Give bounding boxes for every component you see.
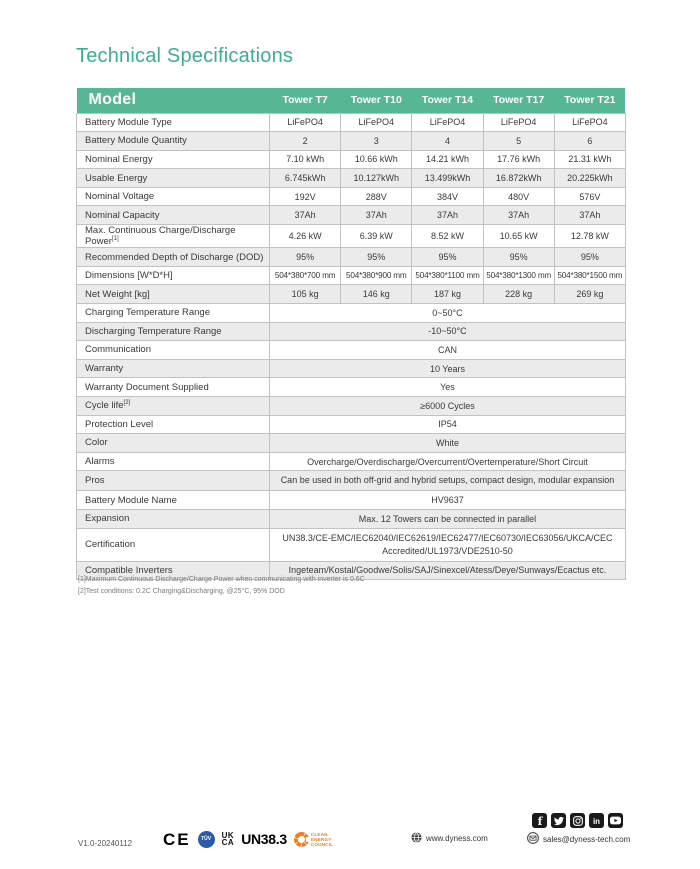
row-label: Compatible Inverters [77,561,270,580]
row-value: 16.872kWh [483,169,554,188]
row-value: 10.127kWh [341,169,412,188]
row-value: -10~50°C [270,322,626,341]
row-label: Recommended Depth of Discharge (DOD) [77,248,270,267]
row-value: Ingeteam/Kostal/Goodwe/Solis/SAJ/Sinexcel/Atess/Deye/Sunways/Ecactus etc. [270,561,626,580]
website-text: www.dyness.com [426,834,488,843]
row-value: ≥6000 Cycles [270,396,626,415]
email-link[interactable] [527,832,630,846]
svg-text:in: in [592,817,601,826]
row-value: White [270,434,626,453]
table-row [77,378,626,397]
row-value: 146 kg [341,285,412,304]
table-row [77,341,626,360]
row-value: 95% [270,248,341,267]
row-value: 504*380*700 mm [270,266,341,285]
footnote-1: [1]Maximum Continuous Discharge/Charge Power when communicating with inverter is 0.6C [78,576,365,583]
un383-mark: UN38.3 [241,831,287,847]
row-label: Color [77,434,270,453]
row-label: Pros [77,471,270,491]
row-value: 4.26 kW [270,225,341,248]
row-value: HV9637 [270,491,626,510]
row-value: 95% [341,248,412,267]
row-value: 37Ah [341,206,412,225]
table-row [77,113,626,132]
row-value: 269 kg [554,285,625,304]
row-value: 576V [554,187,625,206]
twitter-icon[interactable] [551,813,566,828]
row-value: 37Ah [554,206,625,225]
row-value: 504*380*1100 mm [412,266,483,285]
row-label: Nominal Energy [77,150,270,169]
table-row [77,169,626,188]
row-label: Communication [77,341,270,360]
table-row [77,471,626,491]
email-text: sales@dyness-tech.com [543,834,631,844]
row-value: 7.10 kWh [270,150,341,169]
row-value: 480V [483,187,554,206]
page-title: Technical Specifications [76,45,294,67]
table-row [77,434,626,453]
row-label: Battery Module Quantity [77,132,270,151]
row-label: Protection Level [77,415,270,434]
row-value: 2 [270,132,341,151]
row-label: Net Weight [kg] [77,285,270,304]
row-value: LiFePO4 [270,113,341,132]
row-label: Alarms [77,452,270,471]
row-value: 10.66 kWh [341,150,412,169]
facebook-icon[interactable] [532,813,547,828]
row-value: 12.78 kW [554,225,625,248]
model-header: Model [77,88,270,113]
row-value: 95% [554,248,625,267]
table-row [77,396,626,415]
row-label: Dimensions [W*D*H] [77,266,270,285]
row-value: IP54 [270,415,626,434]
ukca-mark-icon: UK CA [221,830,235,847]
svg-text:f: f [537,815,543,828]
row-value: 4 [412,132,483,151]
row-value: Can be used in both off-grid and hybrid setups, compact design, modular expansion [270,471,626,491]
table-row [77,150,626,169]
row-value: UN38.3/CE-EMC/IEC62040/IEC62619/IEC62477/IEC60730/IEC63056/UKCA/CEC Accredited/UL1973/VDE2510-50 [270,528,626,561]
row-label: Battery Module Name [77,491,270,510]
row-value: 0~50°C [270,304,626,323]
table-row [77,225,626,248]
spec-table [76,88,626,580]
table-row [77,132,626,151]
footnote-2: [2]Test conditions: 0.2C Charging&Discharging, @25°C, 95% DOD [78,587,285,595]
row-value: 384V [412,187,483,206]
row-label: Charging Temperature Range [77,304,270,323]
row-value: 228 kg [483,285,554,304]
row-value: 504*380*1500 mm [554,266,625,285]
row-value: 21.31 kWh [554,150,625,169]
instagram-icon[interactable] [570,813,585,828]
row-value: 504*380*1300 mm [483,266,554,285]
row-value: 37Ah [483,206,554,225]
table-row [77,415,626,434]
cec-ring-icon [294,832,309,847]
column-header-t14: Tower T14 [412,88,483,113]
row-value: 14.21 kWh [412,150,483,169]
footnotes [78,574,365,597]
row-value: 187 kg [412,285,483,304]
row-value: 20.225kWh [554,169,625,188]
table-row [77,509,626,528]
row-label: Usable Energy [77,169,270,188]
table-row [77,304,626,323]
row-value: 8.52 kW [412,225,483,248]
table-row [77,187,626,206]
row-label: Nominal Capacity [77,206,270,225]
website-link[interactable] [411,832,488,845]
row-value: 13.499kWh [412,169,483,188]
row-value: LiFePO4 [483,113,554,132]
row-value: 10.65 kW [483,225,554,248]
row-value: 288V [341,187,412,206]
row-label: Expansion [77,509,270,528]
table-row [77,266,626,285]
row-value: 504*380*900 mm [341,266,412,285]
row-label: Certification [77,528,270,561]
table-row [77,285,626,304]
table-row [77,322,626,341]
row-value: 17.76 kWh [483,150,554,169]
row-value: 95% [412,248,483,267]
table-row [77,452,626,471]
row-value: 192V [270,187,341,206]
ce-mark-icon: CE [163,829,191,849]
column-header-t10: Tower T10 [341,88,412,113]
table-row [77,528,626,561]
social-icons [532,813,623,828]
document-version: V1.0-20240112 [78,839,133,848]
row-value: 105 kg [270,285,341,304]
row-value: CAN [270,341,626,360]
row-value: 3 [341,132,412,151]
table-row [77,491,626,510]
table-header-row [77,88,626,113]
clean-energy-council-logo [294,832,333,847]
table-row [77,248,626,267]
row-label: Battery Module Type [77,113,270,132]
row-value: 6.39 kW [341,225,412,248]
column-header-t17: Tower T17 [483,88,554,113]
youtube-icon[interactable] [608,813,623,828]
row-value: 95% [483,248,554,267]
row-value: 6 [554,132,625,151]
table-row [77,359,626,378]
row-label: Discharging Temperature Range [77,322,270,341]
column-header-t21: Tower T21 [554,88,625,113]
row-value: Yes [270,378,626,397]
column-header-t7: Tower T7 [270,88,341,113]
row-label: Warranty Document Supplied [77,378,270,397]
row-label: Nominal Voltage [77,187,270,206]
table-row [77,206,626,225]
row-value: 37Ah [412,206,483,225]
row-label: Max. Continuous Charge/Discharge Power[1] [77,225,270,248]
envelope-icon [527,832,539,846]
row-value: 5 [483,132,554,151]
linkedin-icon[interactable] [589,813,604,828]
cec-text: CLEAN ENERGY COUNCIL [310,831,334,847]
row-value: 10 Years [270,359,626,378]
certification-logos [163,829,333,849]
row-value: LiFePO4 [341,113,412,132]
row-label: Warranty [77,359,270,378]
row-value: LiFePO4 [412,113,483,132]
row-value: Max. 12 Towers can be connected in parallel [270,509,626,528]
row-value: 6.745kWh [270,169,341,188]
globe-icon [411,832,422,845]
row-label: Cycle life[2] [77,396,270,415]
tuv-badge-icon: TÜV [198,831,215,848]
row-value: LiFePO4 [554,113,625,132]
row-value: 37Ah [270,206,341,225]
row-value: Overcharge/Overdischarge/Overcurrent/Overtemperature/Short Circuit [270,452,626,471]
